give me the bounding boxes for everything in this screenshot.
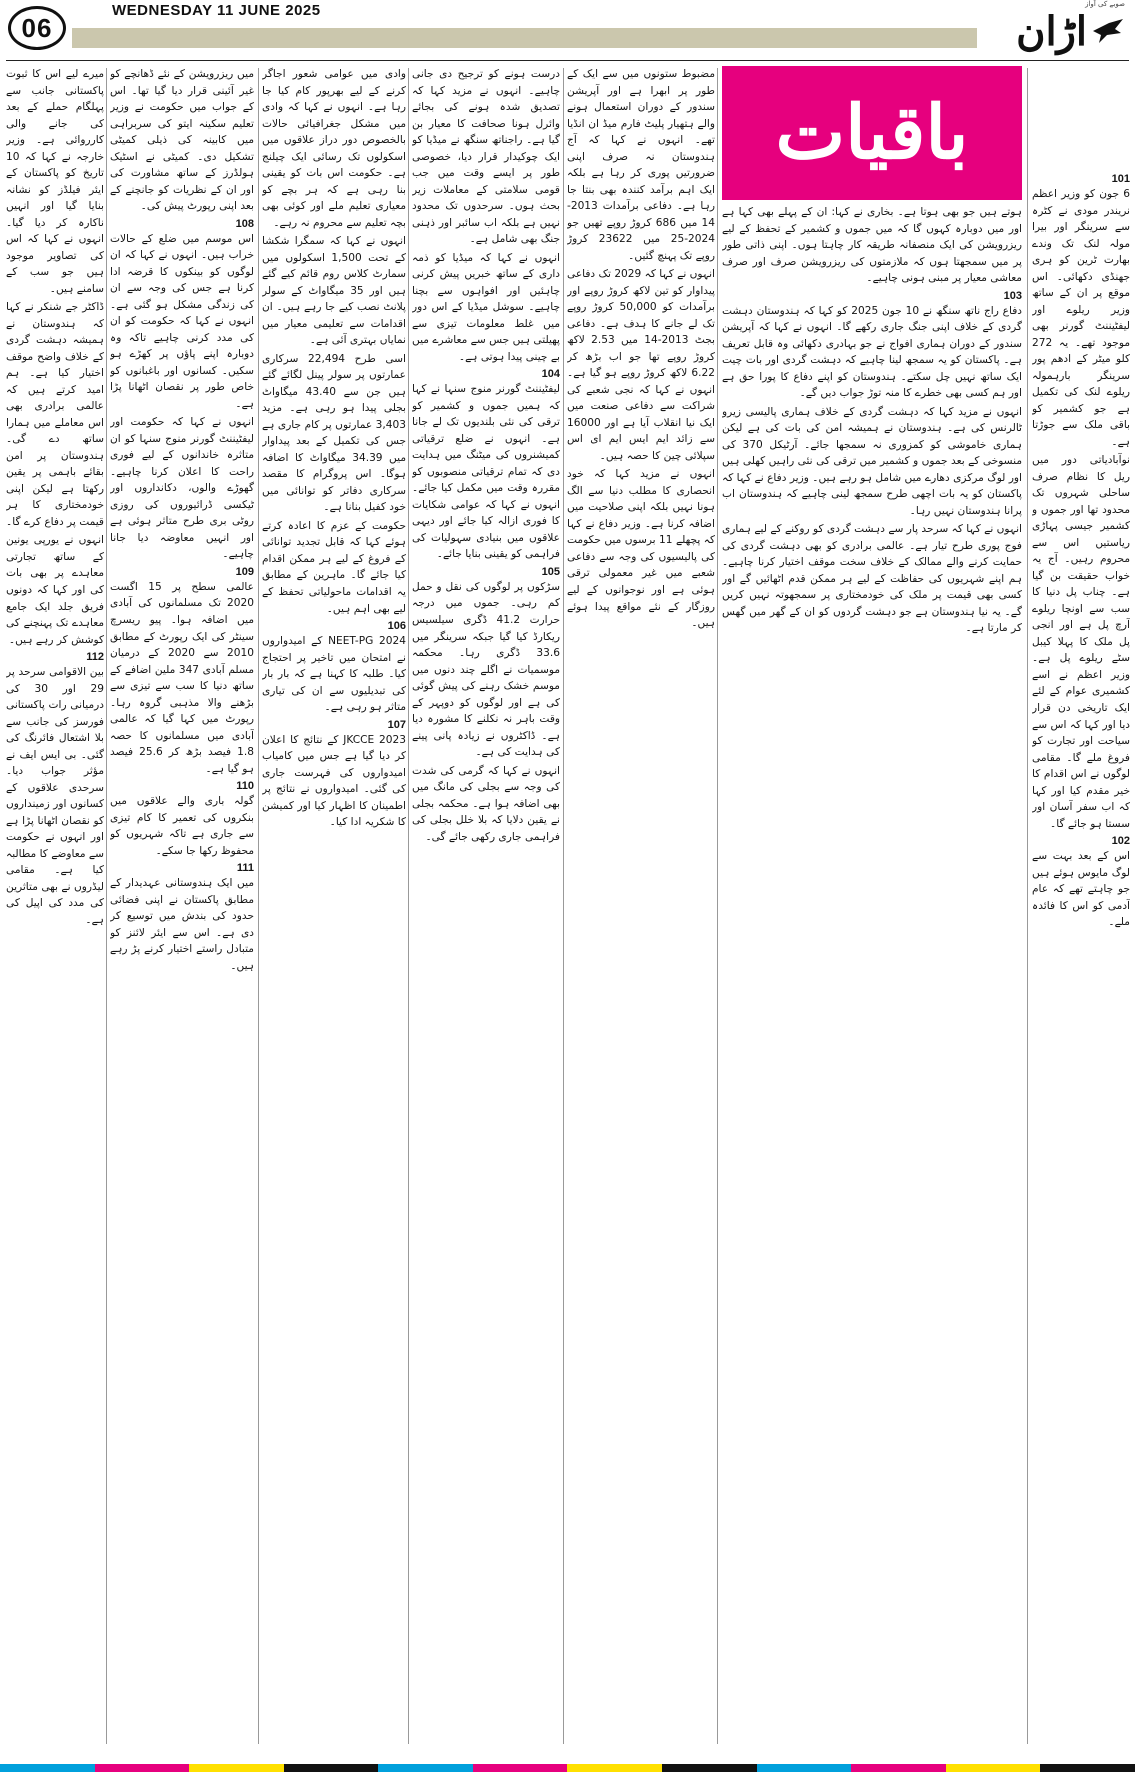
article-paragraph: انہوں نے مزید کہا کہ خود انحصاری کا مطلب دنیا سے الگ ہونا نہیں بلکہ اپنی صلاحیت میں اضافہ کرنا ہے۔ وزیر دفاع نے کہا کہ پچھلے 11 برسوں میں حکومت کی پالیسیوں کی وجہ سے دفاعی شعبے میں غیر معمولی ترقی ہوئی ہے اور نوجوانوں کے لیے روزگار کے نئے مواقع پیدا ہوئے ہیں۔ — [567, 468, 715, 630]
article-paragraph: مضبوط ستونوں میں سے ایک کے طور پر ابھرا ہے اور آپریشن سندور کے دوران استعمال ہونے والے ہتھیار پلیٹ فارم میڈ ان انڈیا تھے۔ انہوں نے کہا کہ آج ہندوستان نہ صرف اپنی ضرورتیں پوری کر رہا ہے بلکہ ایک اہم برآمد کنندہ بھی بنتا جا رہا ہے۔ دفاعی برآمدات 2013-14 میں 686 کروڑ روپے تھیں جو 2024-25 میں 23622 کروڑ روپے تک پہنچ گئیں۔ — [567, 68, 715, 262]
article-paragraph: وادی میں عوامی شعور اجاگر کرنے کے لیے بھرپور کام کیا جا رہا ہے۔ انہوں نے کہا کہ وادی میں مشکل جغرافیائی حالات بالخصوص دور دراز علاقوں میں اسکولوں تک رسائی ایک چیلنج ہے۔ حکومت اس بات کو یقینی بنا رہی ہے کہ ہر بچے کو معیاری تعلیم ملے اور کوئی بھی بچہ تعلیم سے محروم نہ رہے۔ — [262, 68, 406, 229]
article-paragraph: دفاع راج ناتھ سنگھ نے 10 جون 2025 کو کہا کہ ہندوستان دہشت گردی کے خلاف اپنی جنگ جاری رکھے گا۔ انہوں نے کہا کہ آپریشن سندور کے دوران ہماری افواج نے جو بہادری دکھائی وہ قابل تعریف ہے۔ پاکستان کو یہ سمجھ لینا چاہیے کہ دہشت گردی اور بات چیت ایک ساتھ نہیں چل سکتے۔ ہندوستان کو اپنے دفاع کا پورا حق ہے اور ہم کسی بھی خطرے کا منہ توڑ جواب دیں گے۔ — [722, 304, 1022, 400]
column-2 — [722, 204, 1022, 1746]
article-paragraph: میں ایک ہندوستانی عہدیدار کے مطابق پاکستان نے اپنی فضائی حدود کی بندش میں توسیع کر دی ہے۔ اس سے ایئر لائنز کو متبادل راستے اختیار کرنے پڑ رہے ہیں۔ — [110, 877, 254, 972]
article-number: 102 — [1111, 835, 1130, 848]
footer-color-bar — [0, 1764, 95, 1772]
article-number: 105 — [541, 565, 560, 578]
footer-color-bar — [851, 1764, 946, 1772]
column-divider — [717, 68, 718, 1744]
column-divider — [258, 68, 259, 1744]
article-paragraph: JKCCE 2023 کے نتائج کا اعلان کر دیا گیا ہے جس میں کامیاب امیدواروں کی فہرست جاری کی گئی۔ امیدواروں نے نتائج پر اطمینان کا اظہار کیا اور کمیشن کا شکریہ ادا کیا۔ — [262, 733, 406, 829]
column-5 — [262, 66, 406, 1746]
article-paragraph: سڑکوں پر لوگوں کی نقل و حمل کم رہی۔ جموں میں درجہ حرارت 41.2 ڈگری سیلسیس ریکارڈ کیا گیا جبکہ سرینگر میں 33.6 ڈگری رہا۔ محکمہ موسمیات نے اگلے چند دنوں میں موسم خشک رہنے کی پیش گوئی کی ہے اور لوگوں کو دوپہر کے وقت باہر نہ نکلنے کا مشورہ دیا ہے۔ ڈاکٹروں نے زیادہ پانی پینے کی ہدایت کی ہے۔ — [412, 580, 560, 759]
article-paragraph: گولہ باری والے علاقوں میں بنکروں کی تعمیر کا کام تیزی سے جاری ہے تاکہ شہریوں کو محفوظ رکھا جا سکے۔ — [110, 795, 254, 857]
article-number: 103 — [1003, 289, 1022, 302]
column-divider — [1027, 68, 1028, 1744]
article-paragraph: انہوں نے کہا کہ میڈیا کو ذمہ داری کے ساتھ خبریں پیش کرنی چاہئیں اور افواہوں سے بچنا چاہیے۔ سوشل میڈیا کے اس دور میں غلط معلومات تیزی سے پھیلتی ہیں جس سے معاشرے میں بے چینی پیدا ہوتی ہے۔ — [412, 251, 560, 363]
article-paragraph: لیفٹیننٹ گورنر منوج سنہا نے کہا کہ ہمیں جموں و کشمیر کو ترقی کی نئی بلندیوں تک لے جانا ہے۔ انہوں نے ضلع ترقیاتی کمیشنروں کی میٹنگ میں ہدایت دی کہ تمام ترقیاتی منصوبوں کو مقررہ وقت میں مکمل کیا جائے۔ انہوں نے کہا کہ عوامی شکایات کا فوری ازالہ کیا جائے اور دیہی علاقوں میں بنیادی سہولیات کی فراہمی کو یقینی بنایا جائے۔ — [412, 383, 560, 561]
page-header — [0, 0, 1135, 62]
column-divider — [563, 68, 564, 1744]
article-number: 111 — [236, 862, 254, 875]
article-number: 108 — [235, 217, 254, 230]
article-paragraph: ہوتے ہیں جو بھی ہوتا ہے۔ بخاری نے کہا: ان کے پہلے بھی کہا ہے اور میں دوبارہ کہوں گا کہ میں جموں و کشمیر کے تحفظ کے لیے ریزرویشن کی ایک منصفانہ طریقہ کار چاہتا ہوں۔ اپنی ذاتی طور پر میں سمجھتا ہوں کہ ملازمتوں کی ریزرویشن صرف اور صرف معاشی معیار پر مبنی ہونی چاہیے۔ — [722, 206, 1022, 285]
issue-date: WEDNESDAY 11 JUNE 2025 — [112, 2, 321, 19]
article-paragraph: انہوں نے مزید کہا کہ دہشت گردی کے خلاف ہماری پالیسی زیرو ٹالرنس کی ہے۔ ہندوستان نے ہمیشہ امن کی بات کی ہے لیکن ہماری خاموشی کو کمزوری نہ سمجھا جائے۔ آرٹیکل 370 کی منسوخی کے بعد جموں و کشمیر میں ترقی کی نئی راہیں کھلی ہیں اور لوگ مرکزی دھارے میں شامل ہو رہے ہیں۔ وزیر دفاع نے کہا کہ پاکستان کو یہ بات اچھی طرح سمجھ لینی چاہیے کہ ہندوستان اب پرانا ہندوستان نہیں رہا۔ — [722, 405, 1022, 517]
footer-color-bar — [473, 1764, 568, 1772]
column-divider — [408, 68, 409, 1744]
column-4 — [412, 66, 560, 1746]
article-number: 109 — [235, 565, 254, 578]
column-6 — [110, 66, 254, 1746]
footer-color-bar — [284, 1764, 379, 1772]
article-paragraph: انہوں نے کہا کہ گرمی کی شدت کی وجہ سے بجلی کی مانگ میں بھی اضافہ ہوا ہے۔ محکمہ بجلی نے یقین دلایا کہ بلا خلل بجلی کی فراہمی جاری رکھی جائے گی۔ — [412, 764, 560, 843]
footer-color-bar — [1040, 1764, 1135, 1772]
article-paragraph: انہوں نے کہا کہ سمگرا شکشا کے تحت 1,500 اسکولوں میں سمارٹ کلاس روم قائم کیے گئے ہیں اور 35 میگاواٹ کے سولر پلانٹ نصب کیے جا رہے ہیں۔ ان اقدامات سے تعلیمی معیار میں نمایاں بہتری آئی ہے۔ — [262, 235, 406, 347]
article-paragraph: انہوں نے کہا کہ سرحد پار سے دہشت گردی کو روکنے کے لیے ہماری فوج پوری طرح تیار ہے۔ عالمی برادری کو بھی دہشت گردی کی حمایت کرنے والے ممالک کے خلاف سخت موقف اختیار کرنا چاہیے۔ ہم اپنے شہریوں کی حفاظت کے لیے ہر ممکن قدم اٹھائیں گے اور کسی بھی قیمت پر ملک کی خودمختاری پر سمجھوتہ نہیں کریں گے۔ یہ نیا ہندوستان ہے جو دہشت گردوں کو ان کے گھر میں گھس کر مارتا ہے۔ — [722, 523, 1022, 635]
article-paragraph: NEET-PG 2024 کے امیدواروں نے امتحان میں تاخیر پر احتجاج کیا۔ طلبہ کا کہنا ہے کہ بار بار کی تبدیلیوں سے ان کی تیاری متاثر ہو رہی ہے۔ — [262, 635, 406, 714]
footer-color-bar — [946, 1764, 1041, 1772]
section-banner — [722, 66, 1022, 200]
article-paragraph: درست ہونے کو ترجیح دی جانی چاہیے۔ انہوں نے مزید کہا کہ تصدیق شدہ ہونے کی بجائے وائرل ہونا صحافت کا معیار بن گیا ہے۔ راجناتھ سنگھ نے میڈیا کو ایک چوکیدار قرار دیا، خصوصی طور پر ایسے وقت میں جب قومی سلامتی کے معاملات زیر بحث ہوں۔ سرحدوں تک محدود نہیں ہے بلکہ اب سائبر اور ذہنی جنگ بھی شامل ہے۔ — [412, 68, 560, 246]
article-paragraph: بین الاقوامی سرحد پر 29 اور 30 کی درمیانی رات پاکستانی فورسز کی جانب سے بلا اشتعال فائرنگ کی گئی۔ بی ایس ایف نے مؤثر جواب دیا۔ سرحدی علاقوں کے کسانوں اور زمینداروں کو نقصان اٹھانا پڑا ہے اور انہوں نے حکومت سے معاوضے کا مطالبہ کیا ہے۔ مقامی لیڈروں نے بھی متاثرین کی مدد کی اپیل کی ہے۔ — [6, 666, 104, 926]
article-paragraph: نوآبادیاتی دور میں ریل کا نظام صرف ساحلی شہروں تک محدود تھا اور جموں و کشمیر جیسی پہاڑی ریاستیں اس سے محروم رہیں۔ آج یہ خواب حقیقت بن گیا ہے۔ چناب پل دنیا کا سب سے اونچا ریلوے آرچ پل ہے اور انجی پل ملک کا پہلا کیبل سٹے ریلوے پل ہے۔ وزیر اعظم نے اسے کشمیری عوام کے لئے ایک تاریخی دن قرار دیا اور کہا کہ اس سے سیاحت اور تجارت کو فروغ ملے گا۔ مقامی لوگوں نے اس اقدام کا خیر مقدم کیا اور کہا کہ اب سفر آسان اور سستا ہو جائے گا۔ — [1032, 454, 1130, 830]
article-paragraph: حکومت کے عزم کا اعادہ کرتے ہوئے کہا کہ قابل تجدید توانائی کے فروغ کے لیے ہر ممکن اقدام کیا جائے گا۔ ماہرین کے مطابق یہ اقدامات ماحولیاتی تحفظ کے لیے بھی اہم ہیں۔ — [262, 519, 406, 615]
footer-color-bar — [662, 1764, 757, 1772]
column-3 — [567, 66, 715, 1746]
section-title: باقیات — [775, 90, 969, 176]
footer-color-bar — [567, 1764, 662, 1772]
masthead-title: اڑان — [1016, 8, 1087, 55]
article-paragraph: ڈاکٹر جے شنکر نے کہا کہ ہندوستان نے ہمیشہ دہشت گردی کے خلاف واضح موقف اختیار کیا ہے۔ ہم امید کرتے ہیں کہ عالمی برادری بھی اس معاملے میں ہمارا ساتھ دے گی۔ ہندوستان پر امن بقائے باہمی پر یقین رکھتا ہے لیکن اپنی خودمختاری کا ہر قیمت پر دفاع کرے گا۔ — [6, 301, 104, 528]
article-paragraph: اس کے بعد بہت سے لوگ مایوس ہوئے ہیں جو چاہتے تھے کہ عام آدمی کو اس کا فائدہ ملے۔ — [1032, 850, 1130, 929]
column-7 — [6, 66, 104, 1746]
column-divider — [106, 68, 107, 1744]
article-paragraph: 6 جون کو وزیر اعظم نریندر مودی نے کٹرہ سے سرینگر اور بیرا مولہ لنک تک وندے بھارت ٹرین کو ہری جھنڈی دکھائی۔ اس موقع پر ان کے ساتھ وزیر ریلوے اور لیفٹیننٹ گورنر بھی موجود تھے۔ یہ 272 کلو میٹر کے ادھم پور سرینگر بارہمولہ ریلوے لنک کی تکمیل ہے جو کشمیر کو باقی ملک سے جوڑتا ہے۔ — [1032, 188, 1130, 448]
footer-color-bars — [0, 1764, 1135, 1772]
article-paragraph: میرے لیے اس کا ثبوت پاکستانی جانب سے پہلگام حملے کے بعد کی جانے والی کارروائی ہے۔ وزیر خارجہ نے کہا کہ 10 تاریخ کو پاکستان کے ایئر فیلڈز کو نشانہ بنایا گیا اور انہیں ناکارہ کر دیا گیا۔ انہوں نے کہا کہ اس کی تصاویر موجود ہیں جو سب کے سامنے ہیں۔ — [6, 68, 104, 295]
footer-color-bar — [189, 1764, 284, 1772]
header-rule — [6, 60, 1129, 61]
article-paragraph: اس موسم میں ضلع کے حالات خراب ہیں۔ انہوں نے کہا کہ ان لوگوں کو بینکوں کا قرضہ ادا کرنا ہے جس کی وجہ سے ان کی زندگی مشکل ہو گئی ہے۔ انہوں نے کہا کہ حکومت کو ان کی مدد کرنی چاہیے تاکہ وہ دوبارہ اپنے پاؤں پر کھڑے ہو سکیں۔ کسانوں اور باغبانوں کو خاص طور پر نقصان اٹھانا پڑا ہے۔ — [110, 232, 254, 410]
header-band — [72, 28, 977, 48]
article-paragraph: انہوں نے کہا کہ 2029 تک دفاعی پیداوار کو تین لاکھ کروڑ روپے اور برآمدات کو 50,000 کروڑ روپے تک لے جانے کا ہدف ہے۔ دفاعی بجٹ 2013-14 میں 2.53 لاکھ کروڑ روپے تھا جو اب بڑھ کر 6.22 لاکھ کروڑ روپے ہو گیا ہے۔ انہوں نے کہا کہ نجی شعبے کی شراکت سے دفاعی صنعت میں ایک نیا انقلاب آیا ہے اور 16000 سے زائد ایم ایس ایم ای اس سپلائی چین کا حصہ ہیں۔ — [567, 268, 715, 462]
article-paragraph: انہوں نے کہا کہ حکومت اور لیفٹیننٹ گورنر منوج سنہا کو ان متاثرہ خاندانوں کے لیے فوری راحت کا اعلان کرنا چاہیے۔ گھوڑے والوں، دکانداروں اور ٹیکسی ڈرائیوروں کی روزی روٹی بری طرح متاثر ہوئی ہے اور انہیں معاوضہ دیا جانا چاہیے۔ — [110, 416, 254, 561]
article-number: 106 — [387, 620, 406, 633]
article-number: 107 — [387, 718, 406, 731]
footer-color-bar — [378, 1764, 473, 1772]
article-number: 101 — [1111, 173, 1130, 185]
masthead-tagline: صوبے کی آواز — [1085, 0, 1125, 8]
masthead-logo — [985, 6, 1125, 58]
footer-color-bar — [757, 1764, 852, 1772]
article-paragraph: میں ریزرویشن کے نئے ڈھانچے کو غیر آئینی قرار دیا گیا تھا۔ اس کے جواب میں حکومت نے وزیر تعلیم سکینہ ایتو کی سربراہی میں کابینہ کی ذیلی کمیٹی تشکیل دی۔ کمیٹی نے اسٹیک ہولڈرز کے ساتھ مشاورت کی اور ان کے نظریات کو جانچنے کے بعد اپنی رپورٹ پیش کی۔ — [110, 68, 254, 213]
article-number: 110 — [236, 780, 254, 793]
bird-icon — [1091, 17, 1125, 47]
article-number: 104 — [541, 368, 560, 381]
footer-color-bar — [95, 1764, 190, 1772]
article-paragraph: عالمی سطح پر 15 اگست 2020 تک مسلمانوں کی آبادی میں اضافہ ہوا۔ پیو ریسرچ سینٹر کی ایک رپورٹ کے مطابق 2010 سے 2020 کے درمیان مسلم آبادی 347 ملین اضافے کے ساتھ دنیا کا سب سے تیزی سے بڑھنے والا مذہبی گروہ رہا۔ رپورٹ میں کہا گیا کہ عالمی آبادی میں مسلمانوں کا حصہ 1.8 فیصد بڑھ کر 25.6 فیصد ہو گیا ہے۔ — [110, 580, 254, 775]
column-1 — [1032, 170, 1130, 1746]
article-number: 112 — [86, 651, 104, 664]
article-paragraph: انہوں نے یورپی یونین کے ساتھ تجارتی معاہدے پر بھی بات کی اور کہا کہ دونوں فریق جلد ایک جامع معاہدے تک پہنچنے کی کوشش کر رہے ہیں۔ — [6, 534, 104, 646]
page-number: 06 — [8, 6, 66, 50]
article-paragraph: اسی طرح 22,494 سرکاری عمارتوں پر سولر پینل لگائے گئے ہیں جن سے 43.40 میگاواٹ بجلی پیدا ہو رہی ہے۔ مزید 3,403 عمارتوں پر کام جاری ہے جس کی تکمیل کے بعد پیداوار میں 34.39 میگاواٹ کا اضافہ ہوگا۔ اس پروگرام کا مقصد سرکاری دفاتر کو توانائی میں خود کفیل بنانا ہے۔ — [262, 352, 406, 514]
